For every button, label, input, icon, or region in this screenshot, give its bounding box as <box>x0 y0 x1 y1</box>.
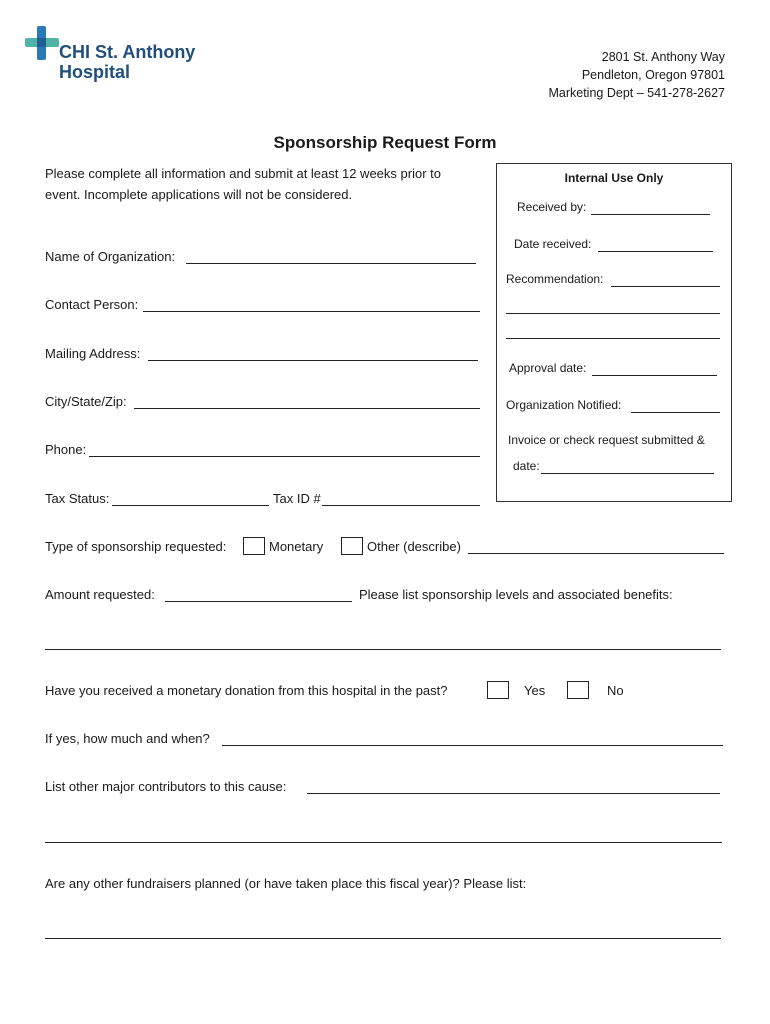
city-label: City/State/Zip: <box>45 394 127 409</box>
donation-question: Have you received a monetary donation from this hospital in the past? <box>45 683 448 698</box>
logo-line1: CHI St. Anthony <box>59 42 196 62</box>
recommendation-label: Recommendation: <box>506 272 604 286</box>
phone-label: Phone: <box>45 442 87 457</box>
contributors-field[interactable] <box>307 793 720 794</box>
tax-id-field[interactable] <box>322 505 480 506</box>
organization-label: Name of Organization: <box>45 249 176 264</box>
internal-heading: Internal Use Only <box>564 171 664 185</box>
invoice-label-line2: date: <box>513 459 540 473</box>
other-describe-field[interactable] <box>468 553 724 554</box>
other-checkbox[interactable] <box>341 537 363 555</box>
phone-field[interactable] <box>89 456 480 457</box>
contact-field[interactable] <box>143 311 480 312</box>
intro-line1: Please complete all information and submit at least 12 weeks prior to <box>45 166 441 181</box>
address-line1: 2801 St. Anthony Way <box>601 50 725 64</box>
other-label: Other (describe) <box>367 539 461 554</box>
approval-date-field[interactable] <box>592 375 717 376</box>
tax-status-label: Tax Status: <box>45 491 110 506</box>
logo-line2: Hospital <box>59 62 131 82</box>
received-by-field[interactable] <box>591 214 710 215</box>
recommendation-line2[interactable] <box>506 313 720 314</box>
fundraisers-label: Are any other fundraisers planned (or have taken place this fiscal year)? Please list: <box>45 876 527 891</box>
approval-date-label: Approval date: <box>509 361 587 375</box>
logo-name <box>59 42 195 82</box>
no-label: No <box>607 683 624 698</box>
contributors-label: List other major contributors to this cause: <box>45 779 287 794</box>
sponsorship-type-label: Type of sponsorship requested: <box>45 539 227 554</box>
contact-label: Contact Person: <box>45 297 139 312</box>
contributors-line2[interactable] <box>45 842 722 843</box>
invoice-date-field[interactable] <box>541 473 714 474</box>
recommendation-line3[interactable] <box>506 338 720 339</box>
invoice-label-line1: Invoice or check request submitted & <box>508 433 705 447</box>
address-line3: Marketing Dept – 541-278-2627 <box>548 86 725 100</box>
org-notified-field[interactable] <box>631 412 720 413</box>
mailing-field[interactable] <box>148 360 478 361</box>
org-notified-label: Organization Notified: <box>506 398 622 412</box>
tax-id-label: Tax ID # <box>273 491 321 506</box>
no-checkbox[interactable] <box>567 681 589 699</box>
date-received-label: Date received: <box>514 237 592 251</box>
date-received-field[interactable] <box>598 251 713 252</box>
levels-field[interactable] <box>45 649 721 650</box>
form-title: Sponsorship Request Form <box>273 133 497 152</box>
fundraisers-field[interactable] <box>45 938 721 939</box>
recommendation-field[interactable] <box>611 286 720 287</box>
if-yes-field[interactable] <box>222 745 723 746</box>
monetary-checkbox[interactable] <box>243 537 265 555</box>
monetary-label: Monetary <box>269 539 324 554</box>
address-line2: Pendleton, Oregon 97801 <box>581 68 725 82</box>
amount-field[interactable] <box>165 601 352 602</box>
if-yes-label: If yes, how much and when? <box>45 731 210 746</box>
intro-line2: event. Incomplete applications will not be considered. <box>45 187 353 202</box>
levels-label: Please list sponsorship levels and associated benefits: <box>359 587 673 602</box>
city-field[interactable] <box>134 408 480 409</box>
cross-logo-icon <box>25 26 59 60</box>
organization-field[interactable] <box>186 263 476 264</box>
amount-label: Amount requested: <box>45 587 155 602</box>
mailing-label: Mailing Address: <box>45 346 141 361</box>
received-by-label: Received by: <box>517 200 587 214</box>
tax-status-field[interactable] <box>112 505 269 506</box>
yes-label: Yes <box>524 683 546 698</box>
yes-checkbox[interactable] <box>487 681 509 699</box>
